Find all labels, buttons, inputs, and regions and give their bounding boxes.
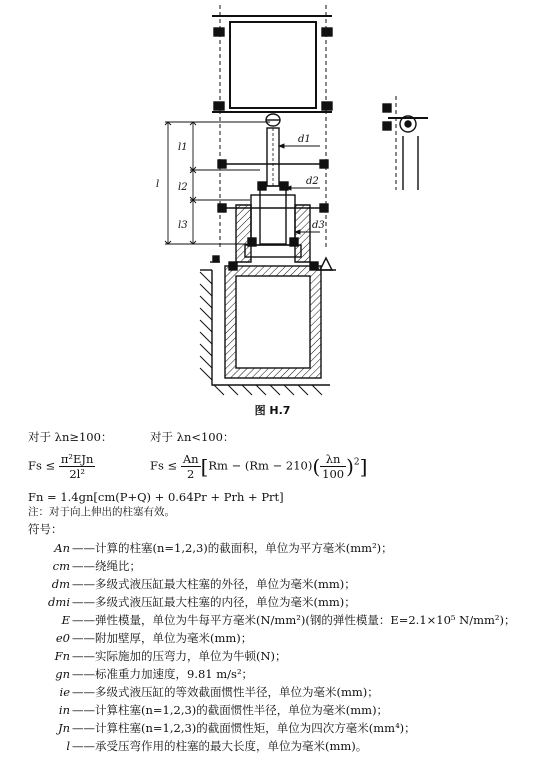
symbol-term: E: [61, 613, 70, 627]
plunger-stages: [248, 114, 298, 246]
label-d3: d3: [312, 220, 325, 231]
symbol-description: ——多级式液压缸的等效截面惯性半径，单位为毫米(mm)；: [72, 685, 379, 699]
symbol-term: Fn: [54, 649, 70, 663]
symbol-description: ——绕绳比；: [72, 559, 141, 573]
symbol-term: gn: [55, 667, 70, 681]
symbol-description: ——附加壁厚，单位为毫米(mm)；: [72, 631, 253, 645]
symbol-description: ——计算的柱塞(n=1,2,3)的截面积，单位为平方毫米(mm²)；: [72, 541, 393, 555]
symbol-term: Jn: [57, 721, 70, 735]
tetmajer-fraction: [181, 452, 201, 481]
lambda-denominator: 100: [322, 467, 345, 481]
symbol-term: in: [58, 703, 70, 717]
symbol-term: ie: [59, 685, 70, 699]
symbol-description: ——计算柱塞(n=1,2,3)的截面惯性矩，单位为四次方毫米(mm⁴)；: [72, 721, 416, 735]
symbol-term: e0: [55, 631, 70, 645]
symbol-description: ——多级式液压缸最大柱塞的内径，单位为毫米(mm)；: [72, 595, 356, 609]
lambda-numerator: λn: [320, 452, 346, 467]
figure-caption: 图 H.7: [254, 404, 291, 417]
euler-formula: [28, 452, 95, 481]
side-view-detail: [383, 96, 428, 190]
tetmajer-numerator: An: [182, 452, 199, 466]
symbol-description: ——弹性模量，单位为牛每平方毫米(N/mm²)(钢的弹性模量：E=2.1×10⁵ N/mm²)；: [72, 613, 516, 627]
tetmajer-formula: Fs ≤ $\frac{An}{2}$ [Rm − (Rm − 210)( $\frac{\lambda n}{100}$ )$^2$]: [150, 452, 368, 481]
tetmajer-lhs: Fs ≤: [150, 458, 178, 473]
euler-denominator: 2l²: [69, 467, 85, 481]
symbol-term: dm: [51, 577, 70, 591]
symbol-term: cm: [52, 559, 70, 573]
force-formula: Fn = 1.4gn[cm(P+Q) + 0.64Pr + Prh + Prt]: [28, 490, 284, 504]
euler-fraction: [59, 452, 96, 481]
symbol-term: dmi: [48, 595, 70, 609]
symbol-description: ——多级式液压缸最大柱塞的外径，单位为毫米(mm)；: [72, 577, 356, 591]
tetmajer-exponent: 2: [353, 457, 360, 468]
euler-numerator: π²EJn: [60, 452, 94, 466]
label-l2: l2: [178, 182, 188, 193]
cylinder: [200, 205, 336, 395]
symbol-description: ——计算柱塞(n=1,2,3)的截面惯性半径，单位为毫米(mm)；: [72, 703, 389, 717]
label-d1: d1: [298, 134, 311, 145]
symbol-term: l: [66, 739, 70, 753]
euler-lhs: Fs ≤: [28, 458, 56, 473]
condition-left: 对于 λn≥100：: [28, 430, 113, 444]
lambda-fraction: [320, 452, 346, 481]
tetmajer-denominator: 2: [187, 467, 195, 481]
symbol-description: ——实际施加的压弯力，单位为牛顿(N)；: [72, 649, 287, 663]
note: 注：对于向上伸出的柱塞有效。: [28, 506, 175, 518]
symbols-title: 符号：: [28, 522, 63, 536]
tetmajer-middle: Rm − (Rm − 210): [208, 458, 313, 473]
symbol-description: ——承受压弯作用的柱塞的最大长度，单位为毫米(mm)。: [72, 739, 368, 753]
lift-car: [212, 16, 332, 112]
label-d2: d2: [306, 176, 319, 187]
symbol-description: ——标准重力加速度，9.81 m/s²；: [72, 667, 254, 681]
symbol-term: An: [54, 541, 70, 555]
condition-right: 对于 λn<100：: [150, 430, 235, 444]
label-l: l: [156, 179, 160, 190]
label-l1: l1: [178, 142, 188, 153]
label-l3: l3: [178, 220, 188, 231]
